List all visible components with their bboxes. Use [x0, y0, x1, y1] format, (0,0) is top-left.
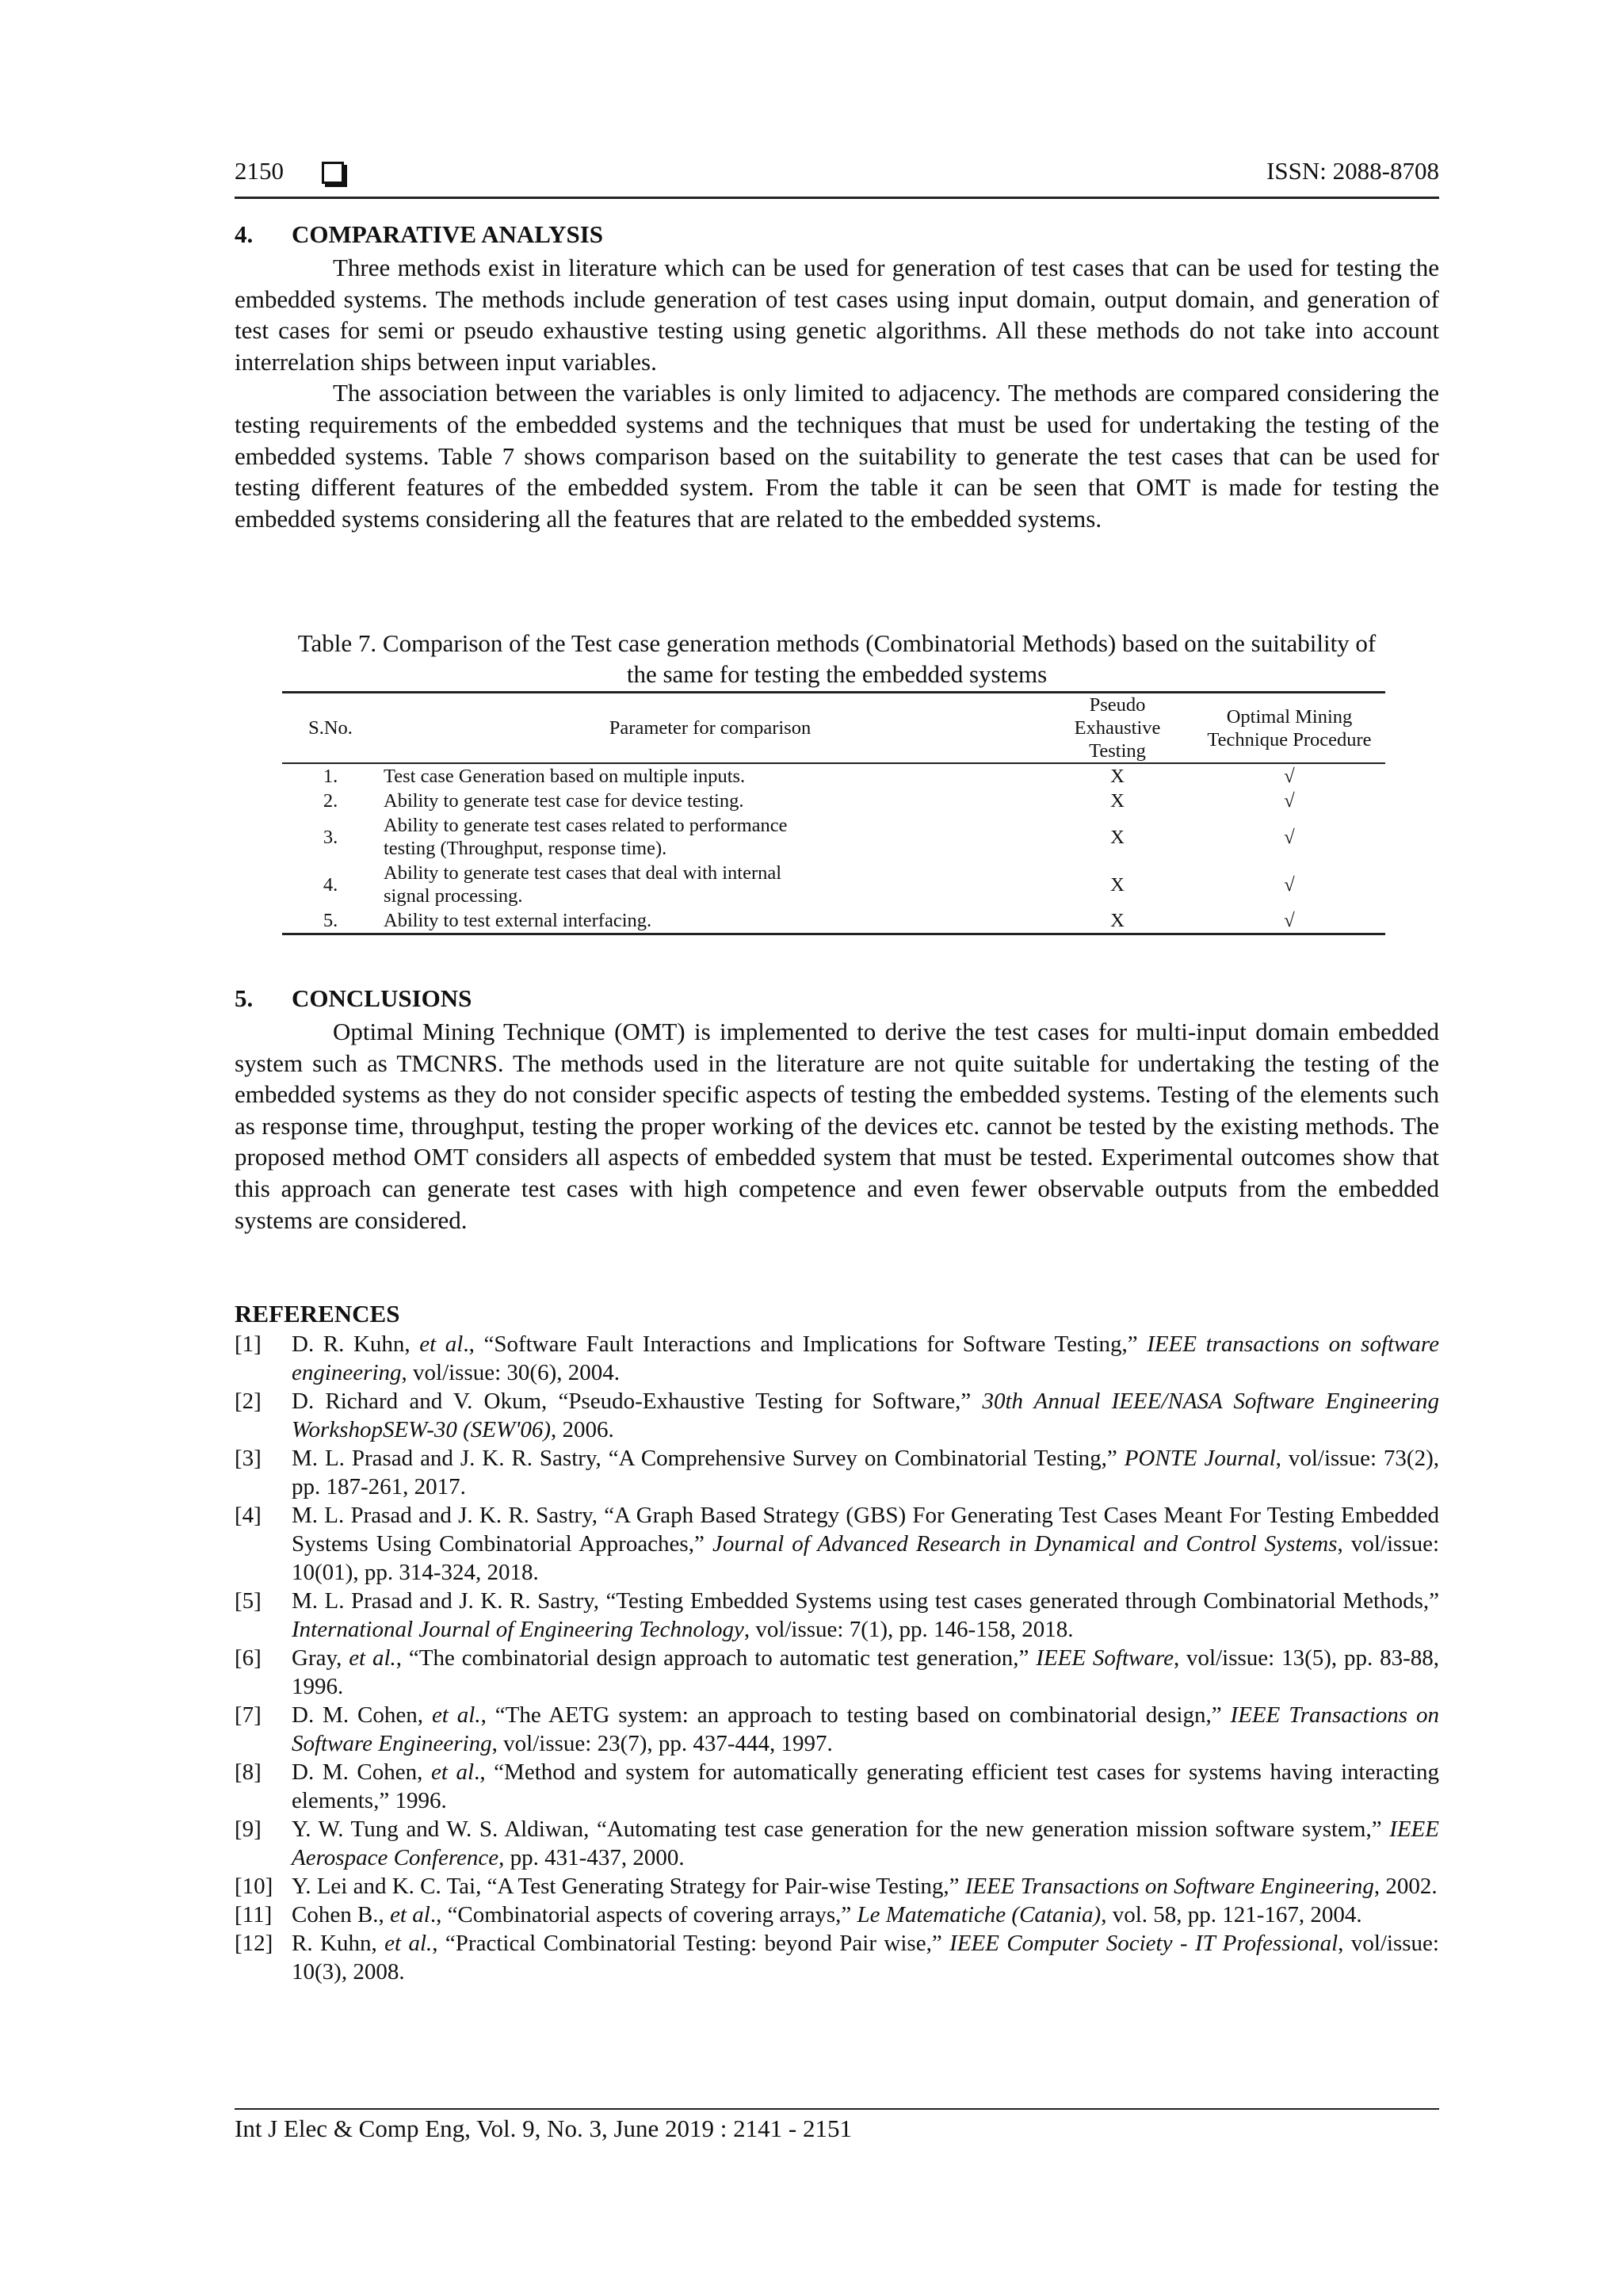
reference-text: D. Richard and V. Okum, “Pseudo-Exhaustive Testing for Software,” — [292, 1389, 983, 1414]
reference-text: , vol/issue: 10(01), pp. 314-324, 2018. — [292, 1531, 1440, 1585]
issn: ISSN: 2088-8708 — [1266, 157, 1439, 185]
reference-text: , “The AETG system: an approach to testing based on combinatorial design,” — [480, 1702, 1231, 1728]
header-omt — [1193, 693, 1385, 764]
reference-text: , 2002. — [1373, 1874, 1438, 1899]
reference-text: Y. Lei and K. C. Tai, “A Test Generating Strategy for Pair-wise Testing,” — [292, 1874, 965, 1899]
reference-number: [11] — [235, 1902, 273, 1927]
footer-citation: Int J Elec & Comp Eng, Vol. 9, No. 3, June 2019 : 2141 - 2151 — [235, 2115, 852, 2142]
cell-pe: X — [1110, 766, 1125, 787]
reference-venue: IEEE Software — [1036, 1645, 1174, 1671]
cell-param: Ability to generate test cases related to performance testing (Throughput, response time). — [384, 815, 788, 859]
section-title: COMPARATIVE ANALYSIS — [292, 220, 604, 248]
reference-text: , vol/issue: 10(3), 2008. — [292, 1931, 1439, 1985]
reference-text: , vol/issue: 30(6), 2004. — [401, 1360, 621, 1385]
cell-sno: 1. — [323, 766, 338, 787]
section-5-body — [235, 1016, 1439, 1236]
section-5-heading — [235, 984, 472, 1013]
reference-etal: et al — [430, 1759, 475, 1785]
reference-etal: et al. — [384, 1931, 433, 1956]
header-pe-line2: Testing — [1089, 740, 1146, 762]
reference-venue: IEEE Transactions on Software Engineering — [292, 1702, 1439, 1756]
cell-pe: X — [1110, 826, 1125, 848]
reference-etal: et al — [419, 1331, 464, 1357]
reference-item — [235, 1701, 1439, 1758]
reference-number: [6] — [235, 1645, 262, 1671]
reference-etal: et al. — [349, 1645, 396, 1671]
cell-omt: √ — [1284, 790, 1295, 812]
paragraph: The association between the variables is only limited to adjacency. The methods are compared considering the testing requirements of the embedded systems and the techniques that must be used for undertaking the testing of the embedded systems. Table 7 shows comparison based on the suitability to generate the test cases that can be used for testing different features of the embedded system. From the table it can be seen that OMT is made for testing the embedded systems considering all the features that are related to the embedded systems. — [235, 379, 1439, 533]
reference-text: , “Practical Combinatorial Testing: beyond Pair wise,” — [432, 1931, 950, 1956]
reference-text: R. Kuhn, — [292, 1931, 385, 1956]
reference-venue: Journal of Advanced Research in Dynamical and Control Systems — [712, 1531, 1338, 1557]
reference-venue: IEEE Computer Society - IT Professional — [949, 1931, 1338, 1956]
reference-number: [9] — [235, 1817, 262, 1842]
reference-text: , vol. 58, pp. 121-167, 2004. — [1101, 1902, 1362, 1927]
cell-param: Ability to generate test case for device testing. — [384, 790, 744, 812]
header-omt-line2: Technique Procedure — [1207, 728, 1372, 751]
reference-item — [235, 1330, 1439, 1387]
reference-item — [235, 1644, 1439, 1701]
table-header-row — [282, 693, 1385, 764]
reference-text: D. M. Cohen, — [292, 1759, 431, 1785]
reference-text: , vol/issue: 7(1), pp. 146-158, 2018. — [743, 1617, 1074, 1642]
header-omt-line1: Optimal Mining — [1226, 705, 1353, 728]
footer-rule — [235, 2108, 1439, 2110]
reference-text: D. R. Kuhn, — [292, 1331, 420, 1357]
reference-text: , pp. 431-437, 2000. — [498, 1845, 685, 1870]
table-row — [282, 763, 1385, 789]
reference-number: [5] — [235, 1588, 262, 1614]
table-caption: Table 7. Comparison of the Test case generation methods (Combinatorial Methods) based on the suitability of the same for testing the embedded systems — [297, 629, 1377, 688]
reference-item — [235, 1444, 1439, 1501]
reference-text: ., “Software Fault Interactions and Implications for Software Testing,” — [463, 1331, 1148, 1357]
references-list — [235, 1330, 1439, 1986]
reference-text: M. L. Prasad and J. K. R. Sastry, “A Graph Based Strategy (GBS) For Generating Test Cases Meant For Testing Embedded Systems Using Combinatorial Approaches,” — [292, 1503, 1439, 1557]
reference-text: , 2006. — [551, 1417, 614, 1442]
cell-pe: X — [1041, 908, 1193, 934]
table-row — [282, 789, 1385, 813]
page-number: 2150 — [235, 157, 284, 185]
reference-venue: IEEE Transactions on Software Engineering — [964, 1874, 1374, 1899]
reference-venue: IEEE Aerospace Conference — [292, 1817, 1439, 1870]
reference-text: , “The combinatorial design approach to automatic test generation,” — [395, 1645, 1037, 1671]
section-4-heading — [235, 220, 603, 249]
reference-text: , vol/issue: 73(2), pp. 187-261, 2017. — [292, 1446, 1439, 1499]
cell-omt: √ — [1284, 826, 1295, 848]
header-pe-line1: Pseudo Exhaustive — [1074, 694, 1161, 739]
reference-number: [8] — [235, 1759, 262, 1785]
comparison-table — [282, 691, 1385, 935]
table-row — [282, 813, 1385, 861]
cell-param: Test case Generation based on multiple inputs. — [384, 766, 746, 787]
reference-item — [235, 1815, 1439, 1872]
cell-omt: √ — [1284, 766, 1295, 787]
reference-number: [1] — [235, 1331, 262, 1357]
reference-number: [10] — [235, 1874, 273, 1899]
cell-sno: 2. — [323, 790, 338, 812]
reference-text: M. L. Prasad and J. K. R. Sastry, “A Comprehensive Survey on Combinatorial Testing,” — [292, 1446, 1125, 1471]
cell-sno: 4. — [323, 873, 338, 896]
reference-item — [235, 1929, 1439, 1986]
section-number: 5. — [235, 984, 254, 1012]
reference-venue: International Journal of Engineering Technology — [292, 1617, 744, 1642]
header-parameter: Parameter for comparison — [379, 693, 1041, 764]
cell-param: Ability to generate test cases that deal with internal signal processing. — [384, 862, 782, 907]
reference-text: , vol/issue: 13(5), pp. 83-88, 1996. — [292, 1645, 1439, 1699]
reference-text: , vol/issue: 23(7), pp. 437-444, 1997. — [491, 1731, 833, 1756]
table-row — [282, 908, 1385, 934]
reference-etal: et al — [390, 1902, 430, 1927]
cell-omt: √ — [1284, 873, 1295, 896]
reference-etal: et al. — [431, 1702, 481, 1728]
square-bullet-icon — [322, 162, 344, 184]
reference-number: [4] — [235, 1503, 262, 1528]
reference-item — [235, 1587, 1439, 1644]
reference-item — [235, 1901, 1439, 1929]
section-number: 4. — [235, 220, 254, 248]
reference-number: [12] — [235, 1931, 273, 1956]
cell-pe: X — [1110, 873, 1125, 896]
reference-number: [7] — [235, 1702, 262, 1728]
reference-text: M. L. Prasad and J. K. R. Sastry, “Testing Embedded Systems using test cases generated through Combinatorial Methods,” — [292, 1588, 1439, 1614]
paragraph: Optimal Mining Technique (OMT) is implemented to derive the test cases for multi-input domain embedded system such as TMCNRS. The methods used in the literature are not quite suitable for undertaking the testing of the embedded systems as they do not consider specific aspects of testing the embedded systems. Testing of the elements such as response time, throughput, testing the proper working of the devices etc. cannot be tested by the existing methods. The proposed method OMT considers all aspects of embedded system that must be tested. Experimental outcomes show that this approach can generate test cases with high competence and even fewer observable outputs from the embedded systems are considered. — [235, 1018, 1439, 1234]
reference-number: [3] — [235, 1446, 262, 1471]
references-heading: REFERENCES — [235, 1300, 400, 1328]
section-title: CONCLUSIONS — [292, 984, 472, 1012]
reference-item — [235, 1501, 1439, 1587]
cell-omt: √ — [1193, 908, 1385, 934]
header-sno: S.No. — [282, 693, 379, 764]
reference-number: [2] — [235, 1389, 262, 1414]
reference-item — [235, 1758, 1439, 1815]
reference-text: ., “Method and system for automatically generating efficient test cases for systems having interacting elements,” 1996. — [292, 1759, 1439, 1813]
cell-sno: 3. — [323, 826, 338, 848]
section-4-body — [235, 252, 1439, 534]
cell-sno: 5. — [282, 908, 379, 934]
table-row — [282, 861, 1385, 908]
reference-text: Y. W. Tung and W. S. Aldiwan, “Automating test case generation for the new generation mission software system,” — [292, 1817, 1390, 1842]
page-header — [235, 155, 1439, 199]
reference-venue: Le Matematiche (Catania) — [857, 1902, 1102, 1927]
paragraph: Three methods exist in literature which can be used for generation of test cases that can be used for testing the embedded systems. The methods include generation of test cases using input domain, output domain, and generation of test cases for semi or pseudo exhaustive testing using genetic algorithms. All these methods do not take into account interrelation ships between input variables. — [235, 254, 1439, 376]
reference-item — [235, 1872, 1439, 1901]
reference-text: Cohen B., — [292, 1902, 391, 1927]
header-pseudo-exhaustive — [1041, 693, 1193, 764]
reference-venue: 30th Annual IEEE/NASA Software Engineering WorkshopSEW-30 (SEW'06) — [292, 1389, 1439, 1442]
cell-param: Ability to test external interfacing. — [379, 908, 1041, 934]
cell-pe: X — [1110, 790, 1125, 812]
reference-venue: IEEE transactions on software engineering — [292, 1331, 1439, 1385]
reference-item — [235, 1387, 1439, 1444]
reference-text: D. M. Cohen, — [292, 1702, 432, 1728]
reference-text: Gray, — [292, 1645, 349, 1671]
reference-text: ., “Combinatorial aspects of covering arrays,” — [430, 1902, 857, 1927]
reference-venue: PONTE Journal — [1124, 1446, 1276, 1471]
